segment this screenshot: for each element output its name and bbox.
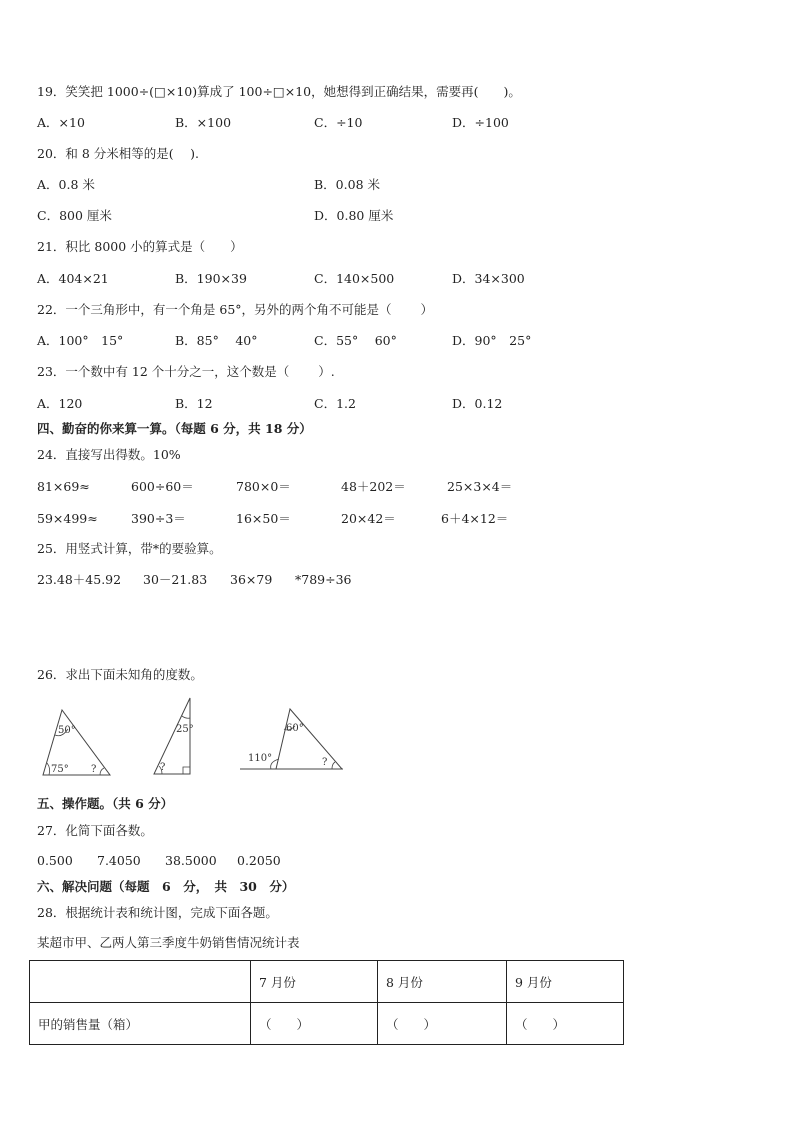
- expression: 390÷3＝: [131, 511, 186, 526]
- header-cell: 8 月份: [378, 961, 507, 1003]
- option-a: A．100° 15°: [37, 333, 124, 348]
- triangle-2: [148, 694, 198, 779]
- question-26: 26．求出下面未知角的度数。: [37, 667, 203, 682]
- unknown-angle-label: ?: [160, 762, 166, 773]
- section-heading: 五、操作题。（共 6 分）: [37, 796, 174, 811]
- header-cell: [30, 961, 251, 1003]
- option-d: D．90° 25°: [452, 333, 532, 348]
- number-item: 7.4050: [97, 853, 141, 868]
- option-a: A．120: [37, 396, 83, 411]
- number-item: 0.500: [37, 853, 73, 868]
- answer-blank[interactable]: （ ）: [251, 1003, 378, 1045]
- option-b: B．190×39: [175, 271, 247, 286]
- expression: *789÷36: [295, 572, 352, 587]
- option-b: B．×100: [175, 115, 232, 130]
- angle-label: 50°: [58, 725, 76, 736]
- sales-table: [29, 960, 624, 1045]
- expression: 30－21.83: [143, 572, 208, 587]
- angle-label: 110°: [248, 753, 273, 764]
- option-a: A．×10: [37, 115, 85, 130]
- section-heading: 四、勤奋的你来算一算。（每题 6 分，共 18 分）: [37, 421, 312, 436]
- expression: 600÷60＝: [131, 479, 194, 494]
- answer-blank[interactable]: （ ）: [507, 1003, 624, 1045]
- header-cell: 9 月份: [507, 961, 624, 1003]
- question-27: 27．化简下面各数。: [37, 823, 153, 838]
- option-c: C．800 厘米: [37, 208, 112, 223]
- option-c: C．140×500: [314, 271, 395, 286]
- question-20: 20．和 8 分米相等的是( ).: [37, 146, 200, 161]
- option-b: B．0.08 米: [314, 177, 380, 192]
- angle-label: 60°: [286, 723, 304, 734]
- expression: 16×50＝: [236, 511, 291, 526]
- question-28: 28．根据统计表和统计图，完成下面各题。: [37, 905, 278, 920]
- option-c: C．1.2: [314, 396, 356, 411]
- option-d: D．÷100: [452, 115, 509, 130]
- option-a: A．0.8 米: [37, 177, 95, 192]
- option-d: D．0.80 厘米: [314, 208, 394, 223]
- section-heading: 六、解决问题（每题 6 分， 共 30 分）: [37, 879, 295, 894]
- expression: 780×0＝: [236, 479, 291, 494]
- table-row: [30, 1003, 624, 1045]
- angle-label: 25°: [176, 724, 194, 735]
- option-c: C．÷10: [314, 115, 363, 130]
- option-c: C．55° 60°: [314, 333, 397, 348]
- number-item: 38.5000: [165, 853, 217, 868]
- header-cell: 7 月份: [251, 961, 378, 1003]
- option-d: D．0.12: [452, 396, 503, 411]
- expression: 6＋4×12＝: [441, 511, 509, 526]
- option-b: B．85° 40°: [175, 333, 258, 348]
- triangle-3: [238, 704, 348, 774]
- unknown-angle-label: ?: [322, 757, 328, 768]
- option-a: A．404×21: [37, 271, 109, 286]
- expression: 23.48＋45.92: [37, 572, 122, 587]
- question-19: 19．笑笑把 1000÷(□×10)算成了 100÷□×10，她想得到正确结果，需要再( )。: [37, 84, 521, 99]
- question-21: 21．积比 8000 小的算式是（ ）: [37, 239, 243, 254]
- expression: 48＋202＝: [341, 479, 406, 494]
- option-d: D．34×300: [452, 271, 525, 286]
- table-header-row: [30, 961, 624, 1003]
- expression: 20×42＝: [341, 511, 396, 526]
- row-label: 甲的销售量（箱）: [30, 1003, 251, 1045]
- expression: 36×79: [230, 572, 273, 587]
- number-item: 0.2050: [237, 853, 281, 868]
- question-25: 25．用竖式计算，带*的要验算。: [37, 541, 222, 556]
- triangle-1: [38, 700, 118, 780]
- table-title: 某超市甲、乙两人第三季度牛奶销售情况统计表: [37, 935, 300, 950]
- expression: 25×3×4＝: [447, 479, 513, 494]
- unknown-angle-label: ?: [91, 764, 97, 775]
- answer-blank[interactable]: （ ）: [378, 1003, 507, 1045]
- expression: 59×499≈: [37, 511, 98, 526]
- angle-label: 75°: [51, 764, 69, 775]
- question-24: 24．直接写出得数。10%: [37, 447, 181, 462]
- question-23: 23．一个数中有 12 个十分之一，这个数是（ ）.: [37, 364, 335, 379]
- expression: 81×69≈: [37, 479, 90, 494]
- question-22: 22．一个三角形中，有一个角是 65°，另外的两个角不可能是（ ）: [37, 302, 434, 317]
- option-b: B．12: [175, 396, 213, 411]
